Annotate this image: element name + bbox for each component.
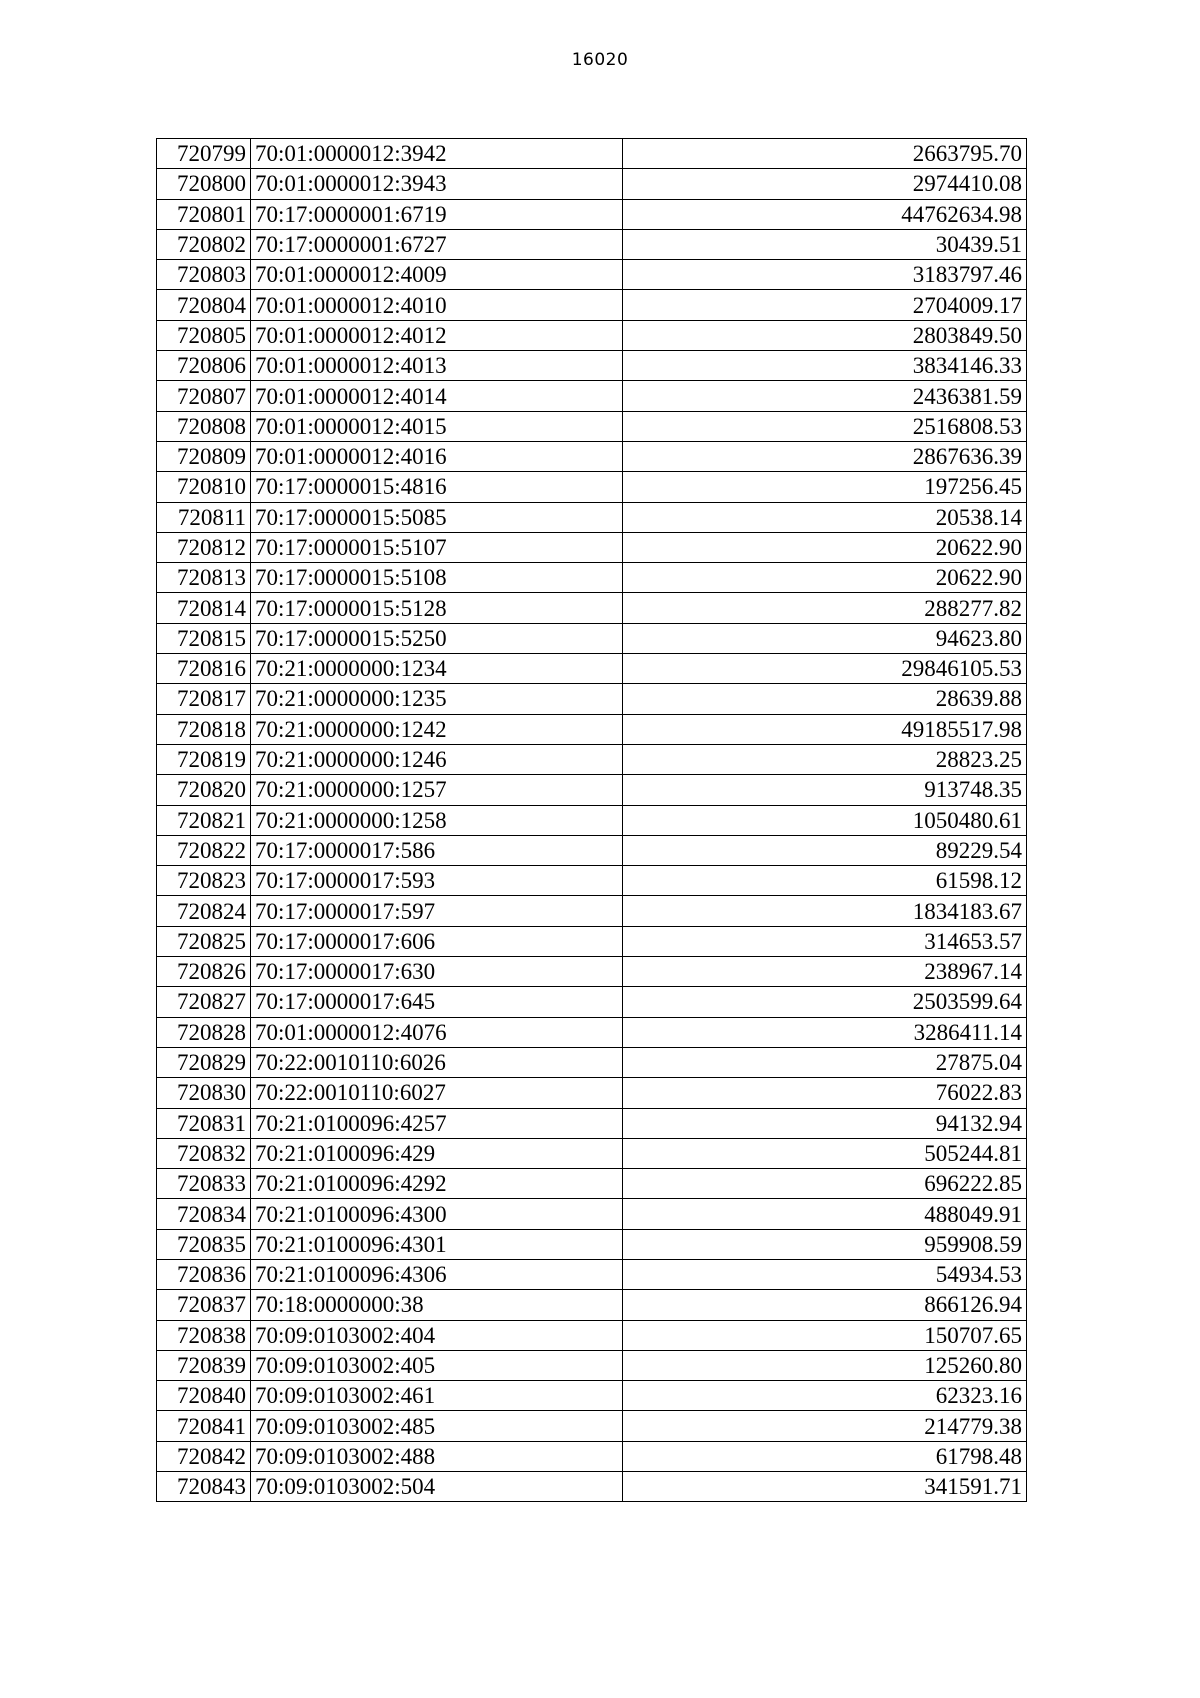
cadastral-number-cell: 70:17:0000001:6727: [251, 229, 623, 259]
value-cell: 288277.82: [623, 593, 1027, 623]
cadastral-number-cell: 70:17:0000015:5250: [251, 623, 623, 653]
table-row: [157, 957, 1027, 987]
cadastral-number-cell: 70:17:0000017:593: [251, 866, 623, 896]
row-id-cell: 720834: [157, 1199, 251, 1229]
value-cell: 2803849.50: [623, 320, 1027, 350]
value-cell: 238967.14: [623, 957, 1027, 987]
row-id-cell: 720821: [157, 805, 251, 835]
cadastral-number-cell: 70:17:0000015:5107: [251, 532, 623, 562]
value-cell: 125260.80: [623, 1350, 1027, 1380]
table-row: [157, 805, 1027, 835]
table-row: [157, 1259, 1027, 1289]
row-id-cell: 720841: [157, 1411, 251, 1441]
table-row: [157, 623, 1027, 653]
table-row: [157, 654, 1027, 684]
value-cell: 2974410.08: [623, 169, 1027, 199]
table-row: [157, 926, 1027, 956]
cadastral-number-cell: 70:21:0100096:4292: [251, 1169, 623, 1199]
cadastral-number-cell: 70:21:0100096:429: [251, 1138, 623, 1168]
table-row: [157, 1078, 1027, 1108]
value-cell: 913748.35: [623, 775, 1027, 805]
table-row: [157, 290, 1027, 320]
cadastral-number-cell: 70:01:0000012:4016: [251, 441, 623, 471]
value-cell: 94623.80: [623, 623, 1027, 653]
table-row: [157, 441, 1027, 471]
cadastral-number-cell: 70:09:0103002:504: [251, 1472, 623, 1502]
value-cell: 3286411.14: [623, 1017, 1027, 1047]
table-row: [157, 472, 1027, 502]
value-cell: 28823.25: [623, 744, 1027, 774]
cadastral-number-cell: 70:01:0000012:4014: [251, 381, 623, 411]
value-cell: 20538.14: [623, 502, 1027, 532]
table-row: [157, 1017, 1027, 1047]
table-row: [157, 320, 1027, 350]
value-cell: 488049.91: [623, 1199, 1027, 1229]
row-id-cell: 720801: [157, 199, 251, 229]
value-cell: 44762634.98: [623, 199, 1027, 229]
table-row: [157, 381, 1027, 411]
table-row: [157, 714, 1027, 744]
value-cell: 28639.88: [623, 684, 1027, 714]
row-id-cell: 720825: [157, 926, 251, 956]
row-id-cell: 720818: [157, 714, 251, 744]
table-row: [157, 411, 1027, 441]
cadastral-number-cell: 70:17:0000017:586: [251, 835, 623, 865]
table-row: [157, 199, 1027, 229]
row-id-cell: 720809: [157, 441, 251, 471]
cadastral-number-cell: 70:17:0000017:597: [251, 896, 623, 926]
value-cell: 20622.90: [623, 563, 1027, 593]
cadastral-number-cell: 70:01:0000012:4010: [251, 290, 623, 320]
table-row: [157, 1169, 1027, 1199]
row-id-cell: 720843: [157, 1472, 251, 1502]
value-cell: 89229.54: [623, 835, 1027, 865]
cadastral-number-cell: 70:21:0100096:4300: [251, 1199, 623, 1229]
cadastral-number-cell: 70:21:0000000:1234: [251, 654, 623, 684]
value-cell: 866126.94: [623, 1290, 1027, 1320]
row-id-cell: 720799: [157, 139, 251, 169]
row-id-cell: 720815: [157, 623, 251, 653]
value-cell: 2516808.53: [623, 411, 1027, 441]
row-id-cell: 720814: [157, 593, 251, 623]
row-id-cell: 720837: [157, 1290, 251, 1320]
row-id-cell: 720806: [157, 351, 251, 381]
row-id-cell: 720803: [157, 260, 251, 290]
cadastral-number-cell: 70:17:0000001:6719: [251, 199, 623, 229]
value-cell: 30439.51: [623, 229, 1027, 259]
table-row: [157, 835, 1027, 865]
cadastral-number-cell: 70:01:0000012:3942: [251, 139, 623, 169]
page-number: 16020: [571, 50, 629, 70]
value-cell: 94132.94: [623, 1108, 1027, 1138]
cadastral-number-cell: 70:09:0103002:488: [251, 1441, 623, 1471]
value-cell: 2867636.39: [623, 441, 1027, 471]
value-cell: 61598.12: [623, 866, 1027, 896]
row-id-cell: 720808: [157, 411, 251, 441]
table-row: [157, 1138, 1027, 1168]
table-row: [157, 169, 1027, 199]
table-row: [157, 1411, 1027, 1441]
value-cell: 61798.48: [623, 1441, 1027, 1471]
value-cell: 505244.81: [623, 1138, 1027, 1168]
row-id-cell: 720826: [157, 957, 251, 987]
cadastral-number-cell: 70:21:0000000:1257: [251, 775, 623, 805]
table-row: [157, 1320, 1027, 1350]
cadastral-number-cell: 70:21:0100096:4306: [251, 1259, 623, 1289]
table-row: [157, 1229, 1027, 1259]
cadastral-number-cell: 70:21:0000000:1258: [251, 805, 623, 835]
cadastral-number-cell: 70:17:0000015:5108: [251, 563, 623, 593]
value-cell: 1834183.67: [623, 896, 1027, 926]
cadastral-number-cell: 70:21:0000000:1246: [251, 744, 623, 774]
table-row: [157, 139, 1027, 169]
row-id-cell: 720832: [157, 1138, 251, 1168]
cadastral-number-cell: 70:17:0000015:4816: [251, 472, 623, 502]
row-id-cell: 720824: [157, 896, 251, 926]
row-id-cell: 720823: [157, 866, 251, 896]
table-row: [157, 593, 1027, 623]
cadastral-number-cell: 70:22:0010110:6026: [251, 1047, 623, 1077]
cadastral-number-cell: 70:17:0000017:645: [251, 987, 623, 1017]
row-id-cell: 720811: [157, 502, 251, 532]
row-id-cell: 720827: [157, 987, 251, 1017]
row-id-cell: 720833: [157, 1169, 251, 1199]
table-row: [157, 229, 1027, 259]
value-cell: 3834146.33: [623, 351, 1027, 381]
value-cell: 29846105.53: [623, 654, 1027, 684]
cadastral-number-cell: 70:01:0000012:4009: [251, 260, 623, 290]
table-row: [157, 532, 1027, 562]
value-cell: 214779.38: [623, 1411, 1027, 1441]
value-cell: 2436381.59: [623, 381, 1027, 411]
row-id-cell: 720842: [157, 1441, 251, 1471]
value-cell: 2704009.17: [623, 290, 1027, 320]
row-id-cell: 720840: [157, 1381, 251, 1411]
table-row: [157, 1290, 1027, 1320]
cadastral-number-cell: 70:22:0010110:6027: [251, 1078, 623, 1108]
value-cell: 2503599.64: [623, 987, 1027, 1017]
table-row: [157, 1108, 1027, 1138]
cadastral-number-cell: 70:17:0000015:5128: [251, 593, 623, 623]
row-id-cell: 720820: [157, 775, 251, 805]
row-id-cell: 720817: [157, 684, 251, 714]
value-cell: 1050480.61: [623, 805, 1027, 835]
cadastral-number-cell: 70:21:0100096:4301: [251, 1229, 623, 1259]
row-id-cell: 720802: [157, 229, 251, 259]
value-cell: 49185517.98: [623, 714, 1027, 744]
row-id-cell: 720819: [157, 744, 251, 774]
value-cell: 341591.71: [623, 1472, 1027, 1502]
value-cell: 54934.53: [623, 1259, 1027, 1289]
table-row: [157, 1381, 1027, 1411]
table-row: [157, 502, 1027, 532]
cadastral-number-cell: 70:01:0000012:3943: [251, 169, 623, 199]
row-id-cell: 720822: [157, 835, 251, 865]
row-id-cell: 720836: [157, 1259, 251, 1289]
row-id-cell: 720810: [157, 472, 251, 502]
value-cell: 696222.85: [623, 1169, 1027, 1199]
row-id-cell: 720839: [157, 1350, 251, 1380]
cadastral-number-cell: 70:17:0000017:606: [251, 926, 623, 956]
row-id-cell: 720807: [157, 381, 251, 411]
table-row: [157, 896, 1027, 926]
row-id-cell: 720829: [157, 1047, 251, 1077]
value-cell: 3183797.46: [623, 260, 1027, 290]
value-cell: 959908.59: [623, 1229, 1027, 1259]
row-id-cell: 720813: [157, 563, 251, 593]
row-id-cell: 720838: [157, 1320, 251, 1350]
value-cell: 27875.04: [623, 1047, 1027, 1077]
table-row: [157, 987, 1027, 1017]
table-row: [157, 1472, 1027, 1502]
value-cell: 314653.57: [623, 926, 1027, 956]
table-row: [157, 744, 1027, 774]
table-row: [157, 563, 1027, 593]
cadastral-number-cell: 70:01:0000012:4012: [251, 320, 623, 350]
table-row: [157, 1047, 1027, 1077]
table-row: [157, 351, 1027, 381]
cadastral-number-cell: 70:09:0103002:485: [251, 1411, 623, 1441]
table-row: [157, 1199, 1027, 1229]
table-row: [157, 775, 1027, 805]
value-cell: 197256.45: [623, 472, 1027, 502]
cadastral-number-cell: 70:09:0103002:405: [251, 1350, 623, 1380]
value-cell: 76022.83: [623, 1078, 1027, 1108]
cadastral-number-cell: 70:01:0000012:4076: [251, 1017, 623, 1047]
table-row: [157, 684, 1027, 714]
cadastral-number-cell: 70:01:0000012:4013: [251, 351, 623, 381]
row-id-cell: 720816: [157, 654, 251, 684]
cadastral-number-cell: 70:17:0000017:630: [251, 957, 623, 987]
cadastral-number-cell: 70:18:0000000:38: [251, 1290, 623, 1320]
table-row: [157, 866, 1027, 896]
cadastral-number-cell: 70:21:0100096:4257: [251, 1108, 623, 1138]
row-id-cell: 720835: [157, 1229, 251, 1259]
table-row: [157, 1350, 1027, 1380]
cadastral-number-cell: 70:09:0103002:404: [251, 1320, 623, 1350]
data-table: [156, 138, 1027, 1502]
value-cell: 2663795.70: [623, 139, 1027, 169]
value-cell: 150707.65: [623, 1320, 1027, 1350]
row-id-cell: 720812: [157, 532, 251, 562]
row-id-cell: 720830: [157, 1078, 251, 1108]
row-id-cell: 720800: [157, 169, 251, 199]
cadastral-number-cell: 70:17:0000015:5085: [251, 502, 623, 532]
row-id-cell: 720804: [157, 290, 251, 320]
cadastral-number-cell: 70:21:0000000:1235: [251, 684, 623, 714]
table-body: [157, 139, 1027, 1502]
cadastral-number-cell: 70:09:0103002:461: [251, 1381, 623, 1411]
cadastral-number-cell: 70:21:0000000:1242: [251, 714, 623, 744]
row-id-cell: 720805: [157, 320, 251, 350]
value-cell: 20622.90: [623, 532, 1027, 562]
table-row: [157, 1441, 1027, 1471]
cadastral-number-cell: 70:01:0000012:4015: [251, 411, 623, 441]
value-cell: 62323.16: [623, 1381, 1027, 1411]
row-id-cell: 720831: [157, 1108, 251, 1138]
row-id-cell: 720828: [157, 1017, 251, 1047]
table-row: [157, 260, 1027, 290]
